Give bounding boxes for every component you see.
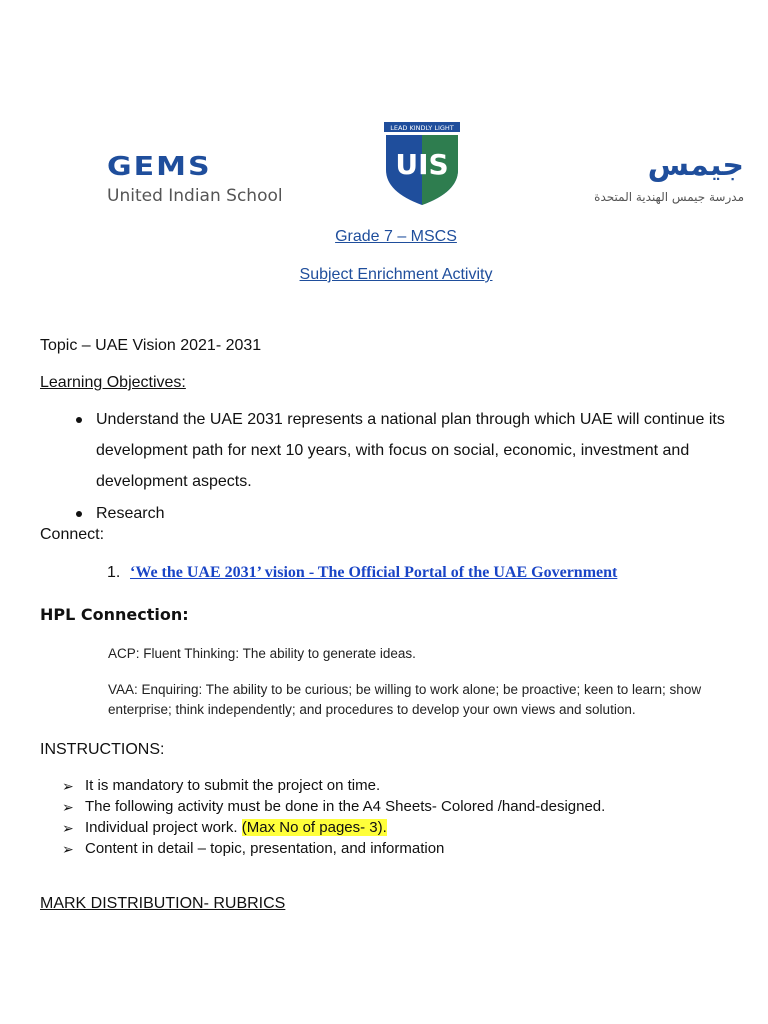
gems-logo-text: GEMS (107, 152, 212, 182)
uis-shield-text: UIS (395, 148, 449, 181)
instruction-text: The following activity must be done in the A4 Sheets- Colored /hand-designed. (85, 798, 606, 815)
list-item (62, 775, 752, 796)
learning-objectives-list (76, 404, 756, 530)
uis-shield-logo (382, 122, 462, 206)
instruction-text: Individual project work. (85, 819, 238, 836)
vaa-paragraph: VAA: Enquiring: The ability to be curious; be willing to work alone; be proactive; keen to learn; show enterprise; think independently; and procedures to develop your own views and solution. (108, 682, 702, 717)
arrow-bullet-icon: ➢ (62, 778, 74, 794)
arrow-bullet-icon: ➢ (62, 820, 74, 836)
instruction-text: Content in detail – topic, presentation, and information (85, 840, 445, 857)
arrow-bullet-icon: ➢ (62, 841, 74, 857)
uae-vision-link[interactable]: ‘We the UAE 2031’ vision - The Official Portal of the UAE Government (130, 564, 618, 581)
connect-number: 1. (107, 564, 121, 581)
learning-objectives-label: Learning Objectives: (40, 374, 186, 391)
highlighted-note: (Max No of pages- 3). (241, 819, 387, 836)
list-item: Understand the UAE 2031 represents a national plan through which UAE will continue its development path for next 10 years, with focus on social, economic, investment and development aspects. (76, 404, 756, 497)
instructions-list (62, 775, 752, 859)
list-item (62, 817, 752, 838)
activity-title: Subject Enrichment Activity (299, 266, 493, 283)
arabic-logo (548, 148, 744, 208)
list-item (62, 796, 752, 817)
uis-banner-text: LEAD KINDLY LIGHT (390, 124, 454, 132)
list-item (62, 838, 752, 859)
grade-title: Grade 7 – MSCS (335, 228, 457, 245)
acp-paragraph: ACP: Fluent Thinking: The ability to generate ideas. (108, 646, 416, 661)
list-item: Research (76, 498, 756, 529)
gems-school-name: United Indian School (107, 186, 283, 206)
connect-label: Connect: (40, 526, 105, 543)
arabic-logo-name: جيمس (647, 148, 744, 183)
mark-distribution-heading: MARK DISTRIBUTION- RUBRICS (40, 895, 286, 912)
arrow-bullet-icon: ➢ (62, 799, 74, 815)
instruction-text: It is mandatory to submit the project on time. (85, 777, 381, 794)
arabic-school-name: مدرسة جيمس الهندية المتحدة (594, 190, 744, 204)
instructions-heading: INSTRUCTIONS: (40, 741, 165, 758)
topic-line: Topic – UAE Vision 2021- 2031 (40, 337, 262, 354)
hpl-heading: HPL Connection: (40, 605, 189, 624)
